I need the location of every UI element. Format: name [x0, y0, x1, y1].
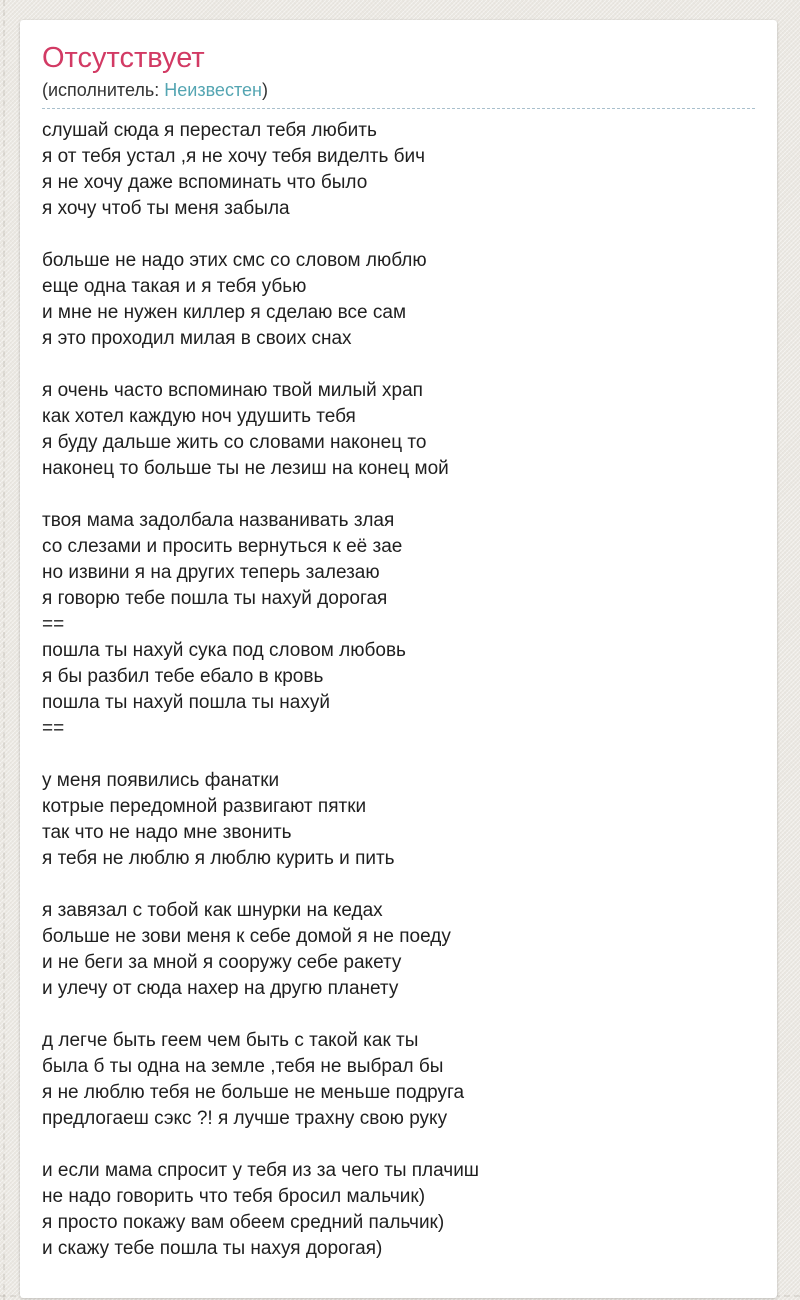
lyrics-card: [20, 20, 777, 1298]
artist-link[interactable]: Неизвестен: [164, 80, 262, 100]
lyrics-line: я бы разбил тебе ебало в кровь: [42, 666, 324, 687]
lyrics-stanza: [42, 1158, 755, 1262]
song-title: Отсутствует: [42, 42, 205, 74]
lyrics-line: пошла ты нахуй сука под словом любовь: [42, 640, 406, 661]
background-stitch-left: [3, 0, 5, 1300]
lyrics-line: ==: [42, 614, 65, 635]
lyrics-line: так что не надо мне звонить: [42, 822, 292, 843]
lyrics-line: я завязал с тобой как шнурки на кедах: [42, 900, 383, 921]
lyrics-stanza: [42, 248, 755, 352]
lyrics-line: была б ты одна на земле ,тебя не выбрал бы: [42, 1056, 444, 1077]
lyrics-stanza: [42, 378, 755, 482]
lyrics-line: твоя мама задолбала названивать злая: [42, 510, 395, 531]
lyrics-line: и скажу тебе пошла ты нахуя дорогая): [42, 1238, 383, 1259]
lyrics-line: я говорю тебе пошла ты нахуй дорогая: [42, 588, 388, 609]
lyrics-line: наконец то больше ты не лезиш на конец мой: [42, 458, 449, 479]
lyrics-line: и улечу от сюда нахер на другю планету: [42, 978, 399, 999]
lyrics-line: я от тебя устал ,я не хочу тебя виделть бич: [42, 146, 426, 167]
lyrics-line: я хочу чтоб ты меня забыла: [42, 198, 290, 219]
lyrics-line: как хотел каждую ноч удушить тебя: [42, 406, 356, 427]
artist-line: [42, 79, 755, 109]
lyrics-line: и если мама спросит у тебя из за чего ты плачиш: [42, 1160, 480, 1181]
lyrics-line: но извини я на других теперь залезаю: [42, 562, 380, 583]
artist-suffix: ): [261, 80, 268, 100]
lyrics-line: еще одна такая и я тебя убью: [42, 276, 307, 297]
lyrics-line: я буду дальше жить со словами наконец то: [42, 432, 427, 453]
lyrics-text: [42, 118, 755, 1262]
lyrics-line: я очень часто вспоминаю твой милый храп: [42, 380, 423, 401]
lyrics-stanza: [42, 768, 755, 872]
lyrics-line: больше не надо этих смс со словом люблю: [42, 250, 427, 271]
lyrics-line: д легче быть геем чем быть с такой как ты: [42, 1030, 419, 1051]
artist-prefix: (исполнитель:: [42, 80, 165, 100]
lyrics-line: ==: [42, 718, 65, 739]
lyrics-line: и не беги за мной я сооружу себе ракету: [42, 952, 402, 973]
lyrics-line: больше не зови меня к себе домой я не поеду: [42, 926, 451, 947]
lyrics-stanza: [42, 1028, 755, 1132]
lyrics-line: у меня появились фанатки: [42, 770, 280, 791]
lyrics-line: не надо говорить что тебя бросил мальчик): [42, 1186, 426, 1207]
lyrics-line: со слезами и просить вернуться к её зае: [42, 536, 403, 557]
lyrics-stanza: [42, 118, 755, 222]
lyrics-line: котрые передомной развигают пятки: [42, 796, 367, 817]
lyrics-line: пошла ты нахуй пошла ты нахуй: [42, 692, 330, 713]
lyrics-line: я просто покажу вам обеем средний пальчик): [42, 1212, 445, 1233]
lyrics-stanza: [42, 898, 755, 1002]
lyrics-line: я не хочу даже вспоминать что было: [42, 172, 368, 193]
lyrics-stanza: [42, 508, 755, 742]
lyrics-line: слушай сюда я перестал тебя любить: [42, 120, 377, 141]
lyrics-line: и мне не нужен киллер я сделаю все сам: [42, 302, 407, 323]
lyrics-line: предлогаеш сэкс ?! я лучше трахну свою руку: [42, 1108, 448, 1129]
lyrics-line: я не люблю тебя не больше не меньше подруга: [42, 1082, 465, 1103]
lyrics-line: я тебя не люблю я люблю курить и пить: [42, 848, 395, 869]
lyrics-line: я это проходил милая в своих снах: [42, 328, 352, 349]
